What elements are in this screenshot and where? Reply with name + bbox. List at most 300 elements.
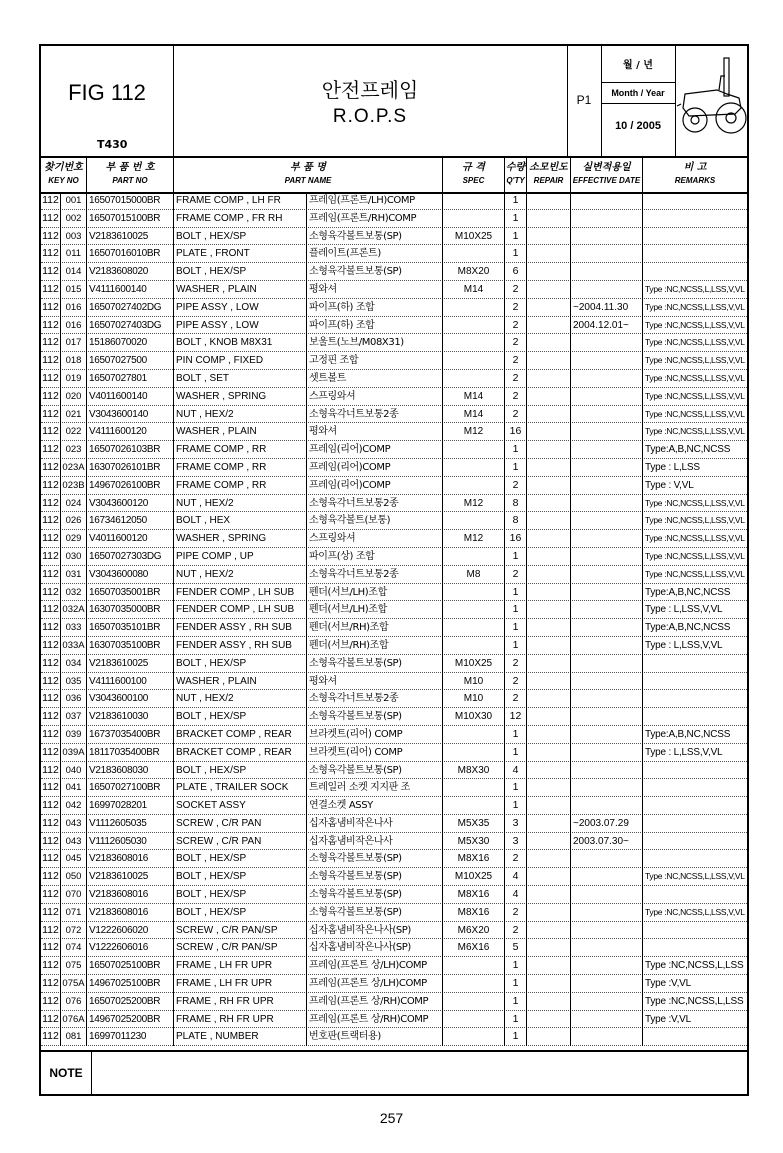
fig-cell: 112: [41, 512, 61, 530]
effective-date-cell: [571, 210, 643, 228]
repair-cell: [527, 797, 571, 815]
key-number-cell: 045: [61, 850, 87, 868]
remarks-cell: Type :V,VL: [645, 978, 691, 990]
col-remarks: [643, 156, 747, 192]
part-name-korean-cell: 소형육각너트보통2종: [307, 690, 443, 708]
spec-cell: M10: [443, 690, 505, 708]
part-number-cell: V4011600120: [87, 530, 174, 548]
part-name-cell: WASHER , PLAIN: [174, 423, 307, 441]
remarks-cell: Type :NC,NCSS,L,LSS,V,VL: [645, 301, 745, 312]
fig-cell: 112: [41, 1028, 61, 1046]
remarks-cell: [643, 886, 747, 904]
remarks-cell: [643, 690, 747, 708]
fig-cell: 112: [41, 477, 61, 495]
repair-cell: [527, 584, 571, 602]
col-spec-en: SPEC: [462, 176, 485, 185]
spec-cell: [443, 334, 505, 352]
spec-cell: [443, 299, 505, 317]
date-label-english: Month / Year: [601, 82, 675, 104]
spec-cell: M10X25: [443, 228, 505, 246]
part-number-cell: 16507025100BR: [87, 957, 174, 975]
part-name-korean-cell: 평와셔: [307, 281, 443, 299]
quantity-cell: 2: [505, 388, 527, 406]
spec-cell: M14: [443, 388, 505, 406]
part-name-korean-cell: 파이프(하) 조합: [307, 317, 443, 335]
repair-cell: [527, 299, 571, 317]
fig-cell: 112: [41, 690, 61, 708]
part-name-korean-cell: 프레임(리어)COMP: [307, 441, 443, 459]
key-number-cell: 042: [61, 797, 87, 815]
fig-cell: 112: [41, 1011, 61, 1029]
col-repair: [527, 156, 571, 192]
quantity-cell: 2: [505, 922, 527, 940]
quantity-cell: 2: [505, 317, 527, 335]
part-name-cell: FRAME COMP , FR RH: [174, 210, 307, 228]
spec-cell: [443, 512, 505, 530]
remarks-cell: [643, 210, 747, 228]
spec-cell: [443, 352, 505, 370]
remarks-cell: Type :NC,NCSS,L,LSS,V,VL: [645, 515, 745, 526]
fig-cell: 112: [41, 726, 61, 744]
effective-date-cell: [571, 726, 643, 744]
key-number-cell: 033A: [61, 637, 87, 655]
part-name-cell: BOLT , HEX/SP: [174, 228, 307, 246]
table-row: [41, 833, 747, 851]
figure-number: FIG 112: [68, 80, 146, 105]
part-name-korean-cell: 고정핀 조합: [307, 352, 443, 370]
effective-date-cell: [571, 584, 643, 602]
table-row: [41, 370, 747, 388]
repair-cell: [527, 370, 571, 388]
quantity-cell: 12: [505, 708, 527, 726]
quantity-cell: 3: [505, 815, 527, 833]
key-number-cell: 081: [61, 1028, 87, 1046]
part-name-cell: WASHER , PLAIN: [174, 673, 307, 691]
fig-cell: 112: [41, 281, 61, 299]
repair-cell: [527, 690, 571, 708]
repair-cell: [527, 495, 571, 513]
effective-date-cell: [571, 637, 643, 655]
effective-date-cell: ~2004.11.30: [571, 299, 643, 317]
effective-date-cell: [571, 245, 643, 263]
remarks-cell: Type :NC,NCSS,L,LSS: [645, 995, 744, 1007]
repair-cell: [527, 922, 571, 940]
spec-cell: [443, 210, 505, 228]
part-name-korean-cell: 보울트(노브/M08X31): [307, 334, 443, 352]
remarks-cell: [643, 655, 747, 673]
part-name-cell: PIPE ASSY , LOW: [174, 299, 307, 317]
part-number-cell: V2183608016: [87, 904, 174, 922]
repair-cell: [527, 317, 571, 335]
parts-table-body: [41, 192, 747, 1046]
fig-cell: 112: [41, 762, 61, 780]
key-number-cell: 026: [61, 512, 87, 530]
spec-cell: M5X35: [443, 815, 505, 833]
fig-cell: 112: [41, 406, 61, 424]
remarks-cell: [643, 708, 747, 726]
quantity-cell: 2: [505, 477, 527, 495]
effective-date-cell: [571, 762, 643, 780]
key-number-cell: 017: [61, 334, 87, 352]
effective-date-cell: [571, 655, 643, 673]
part-name-korean-cell: 파이프(상) 조합: [307, 548, 443, 566]
part-name-cell: BRACKET COMP , REAR: [174, 744, 307, 762]
effective-date-cell: [571, 939, 643, 957]
part-name-korean-cell: 평와셔: [307, 673, 443, 691]
fig-cell: 112: [41, 619, 61, 637]
fig-cell: 112: [41, 334, 61, 352]
key-number-cell: 023A: [61, 459, 87, 477]
effective-date-cell: [571, 548, 643, 566]
part-name-cell: SCREW , C/R PAN/SP: [174, 939, 307, 957]
part-name-cell: BOLT , HEX/SP: [174, 263, 307, 281]
quantity-cell: 2: [505, 566, 527, 584]
spec-cell: [443, 1011, 505, 1029]
quantity-cell: 8: [505, 495, 527, 513]
part-name-cell: BRACKET COMP , REAR: [174, 726, 307, 744]
table-row: [41, 317, 747, 335]
remarks-cell: Type :V,VL: [645, 1013, 691, 1025]
fig-cell: 112: [41, 975, 61, 993]
repair-cell: [527, 228, 571, 246]
repair-cell: [527, 708, 571, 726]
fig-cell: 112: [41, 779, 61, 797]
effective-date-cell: [571, 512, 643, 530]
effective-date-cell: [571, 530, 643, 548]
part-name-korean-cell: 십자홈냄비작은나사(SP): [307, 922, 443, 940]
key-number-cell: 036: [61, 690, 87, 708]
column-header-row: [41, 156, 747, 194]
table-row: [41, 975, 747, 993]
quantity-cell: 1: [505, 228, 527, 246]
date-box: [601, 46, 676, 156]
part-name-korean-cell: 소형육각볼트보통(SP): [307, 904, 443, 922]
part-number-cell: 16507027500: [87, 352, 174, 370]
repair-cell: [527, 192, 571, 210]
table-row: [41, 904, 747, 922]
key-number-cell: 003: [61, 228, 87, 246]
remarks-cell: Type:A,B,NC,NCSS: [645, 444, 731, 456]
part-number-cell: 14967026100BR: [87, 477, 174, 495]
table-row: [41, 281, 747, 299]
part-name-cell: FRAME COMP , RR: [174, 459, 307, 477]
part-name-cell: SCREW , C/R PAN/SP: [174, 922, 307, 940]
effective-date-cell: [571, 334, 643, 352]
quantity-cell: 2: [505, 690, 527, 708]
part-name-cell: FENDER ASSY , RH SUB: [174, 637, 307, 655]
quantity-cell: 1: [505, 1028, 527, 1046]
fig-cell: 112: [41, 637, 61, 655]
fig-cell: 112: [41, 939, 61, 957]
part-number-cell: V2183608016: [87, 850, 174, 868]
table-row: [41, 601, 747, 619]
table-row: [41, 406, 747, 424]
spec-cell: M8: [443, 566, 505, 584]
fig-cell: 112: [41, 993, 61, 1011]
fig-cell: 112: [41, 263, 61, 281]
remarks-cell: Type:A,B,NC,NCSS: [645, 728, 731, 740]
part-name-cell: FRAME COMP , RR: [174, 441, 307, 459]
key-number-cell: 070: [61, 886, 87, 904]
page-label: P1: [576, 93, 592, 107]
quantity-cell: 3: [505, 833, 527, 851]
part-number-cell: 16734612050: [87, 512, 174, 530]
repair-cell: [527, 210, 571, 228]
spec-cell: M12: [443, 495, 505, 513]
quantity-cell: 2: [505, 673, 527, 691]
part-name-cell: FRAME COMP , LH FR: [174, 192, 307, 210]
table-row: [41, 690, 747, 708]
table-row: [41, 334, 747, 352]
table-row: [41, 192, 747, 210]
quantity-cell: 4: [505, 868, 527, 886]
date-label-korean: 월 / 년: [623, 60, 653, 71]
table-row: [41, 708, 747, 726]
part-number-cell: 16307026101BR: [87, 459, 174, 477]
part-name-cell: BOLT , HEX/SP: [174, 655, 307, 673]
part-name-korean-cell: 프레임(프론트 상/RH)COMP: [307, 1011, 443, 1029]
spec-cell: [443, 779, 505, 797]
fig-cell: 112: [41, 245, 61, 263]
remarks-cell: Type :NC,NCSS,L,LSS,V,VL: [645, 319, 745, 330]
remarks-cell: Type :NC,NCSS,L,LSS,V,VL: [645, 283, 745, 294]
col-rem-kr: 비 고: [683, 162, 707, 173]
part-name-cell: FRAME , LH FR UPR: [174, 957, 307, 975]
remarks-cell: [643, 245, 747, 263]
quantity-cell: 1: [505, 779, 527, 797]
spec-cell: M10X30: [443, 708, 505, 726]
part-name-korean-cell: 브라켓트(리어) COMP: [307, 744, 443, 762]
part-name-cell: FRAME , LH FR UPR: [174, 975, 307, 993]
repair-cell: [527, 334, 571, 352]
part-number-cell: V1222606016: [87, 939, 174, 957]
part-name-cell: BOLT , HEX/SP: [174, 886, 307, 904]
part-name-cell: NUT , HEX/2: [174, 566, 307, 584]
part-name-cell: SCREW , C/R PAN: [174, 815, 307, 833]
part-number-cell: 16507027402DG: [87, 299, 174, 317]
remarks-cell: [643, 815, 747, 833]
repair-cell: [527, 1011, 571, 1029]
fig-cell: 112: [41, 601, 61, 619]
key-number-cell: 018: [61, 352, 87, 370]
table-row: [41, 530, 747, 548]
col-qty: [505, 156, 527, 192]
table-row: [41, 584, 747, 602]
effective-date-cell: ~2003.07.29: [571, 815, 643, 833]
repair-cell: [527, 406, 571, 424]
fig-cell: 112: [41, 744, 61, 762]
part-name-korean-cell: 펜더(서브/LH)조합: [307, 584, 443, 602]
remarks-cell: Type :NC,NCSS,L,LSS,V,VL: [645, 390, 745, 401]
spec-cell: [443, 957, 505, 975]
repair-cell: [527, 352, 571, 370]
spec-cell: M5X30: [443, 833, 505, 851]
part-name-korean-cell: 십자홈냄비작은나사: [307, 833, 443, 851]
repair-cell: [527, 263, 571, 281]
key-number-cell: 031: [61, 566, 87, 584]
effective-date-cell: [571, 993, 643, 1011]
quantity-cell: 4: [505, 886, 527, 904]
repair-cell: [527, 512, 571, 530]
col-effective-date: [571, 156, 643, 192]
quantity-cell: 1: [505, 245, 527, 263]
col-qty-en: Q'TY: [506, 176, 525, 185]
part-number-cell: V3043600080: [87, 566, 174, 584]
repair-cell: [527, 388, 571, 406]
effective-date-cell: 2003.07.30~: [571, 833, 643, 851]
effective-date-cell: [571, 406, 643, 424]
table-row: [41, 868, 747, 886]
spec-cell: [443, 245, 505, 263]
spec-cell: M10X25: [443, 655, 505, 673]
remarks-cell: Type :NC,NCSS,L,LSS,V,VL: [645, 408, 745, 419]
quantity-cell: 6: [505, 263, 527, 281]
repair-cell: [527, 530, 571, 548]
key-number-cell: 043: [61, 815, 87, 833]
quantity-cell: 1: [505, 1011, 527, 1029]
key-number-cell: 023: [61, 441, 87, 459]
repair-cell: [527, 281, 571, 299]
spec-cell: [443, 637, 505, 655]
remarks-cell: [643, 850, 747, 868]
key-number-cell: 033: [61, 619, 87, 637]
part-name-korean-cell: 소형육각볼트(보통): [307, 512, 443, 530]
key-number-cell: 016: [61, 317, 87, 335]
effective-date-cell: [571, 797, 643, 815]
table-row: [41, 957, 747, 975]
remarks-cell: [643, 922, 747, 940]
part-name-cell: FRAME COMP , RR: [174, 477, 307, 495]
quantity-cell: 1: [505, 601, 527, 619]
effective-date-cell: [571, 868, 643, 886]
part-number-cell: V1112605030: [87, 833, 174, 851]
part-name-korean-cell: 펜더(서브/LH)조합: [307, 601, 443, 619]
table-row: [41, 352, 747, 370]
key-number-cell: 015: [61, 281, 87, 299]
col-spec-kr: 규 격: [462, 162, 485, 173]
fig-cell: 112: [41, 566, 61, 584]
part-name-cell: NUT , HEX/2: [174, 406, 307, 424]
repair-cell: [527, 726, 571, 744]
table-row: [41, 673, 747, 691]
fig-cell: 112: [41, 815, 61, 833]
part-name-korean-cell: 브라켓트(리어) COMP: [307, 726, 443, 744]
remarks-cell: Type :NC,NCSS,L,LSS,V,VL: [645, 550, 745, 561]
part-name-cell: BOLT , HEX/SP: [174, 762, 307, 780]
part-number-cell: 16507035001BR: [87, 584, 174, 602]
quantity-cell: 2: [505, 904, 527, 922]
illustration-box: [675, 46, 747, 156]
repair-cell: [527, 975, 571, 993]
repair-cell: [527, 868, 571, 886]
spec-cell: M12: [443, 530, 505, 548]
effective-date-cell: [571, 263, 643, 281]
repair-cell: [527, 548, 571, 566]
quantity-cell: 8: [505, 512, 527, 530]
quantity-cell: 2: [505, 406, 527, 424]
spec-cell: [443, 975, 505, 993]
spec-cell: [443, 477, 505, 495]
part-name-cell: BOLT , HEX/SP: [174, 850, 307, 868]
part-number-cell: V3043600120: [87, 495, 174, 513]
effective-date-cell: [571, 566, 643, 584]
repair-cell: [527, 423, 571, 441]
part-name-cell: PIPE COMP , UP: [174, 548, 307, 566]
part-name-korean-cell: 트레일러 소켓 지지판 조: [307, 779, 443, 797]
part-name-cell: FENDER ASSY , RH SUB: [174, 619, 307, 637]
key-number-cell: 002: [61, 210, 87, 228]
key-number-cell: 022: [61, 423, 87, 441]
effective-date-cell: [571, 352, 643, 370]
spec-cell: M8X30: [443, 762, 505, 780]
repair-cell: [527, 993, 571, 1011]
effective-date-cell: [571, 708, 643, 726]
part-name-cell: NUT , HEX/2: [174, 690, 307, 708]
repair-cell: [527, 1028, 571, 1046]
remarks-cell: Type :NC,NCSS,L,LSS: [645, 960, 744, 972]
page-number: 257: [379, 1110, 404, 1126]
spec-cell: [443, 584, 505, 602]
key-number-cell: 076A: [61, 1011, 87, 1029]
spec-cell: [443, 317, 505, 335]
spec-cell: [443, 1028, 505, 1046]
part-name-cell: PLATE , TRAILER SOCK: [174, 779, 307, 797]
table-row: [41, 459, 747, 477]
part-number-cell: V4111600120: [87, 423, 174, 441]
remarks-cell: Type : L,LSS,V,VL: [645, 746, 723, 758]
table-row: [41, 850, 747, 868]
fig-cell: 112: [41, 352, 61, 370]
part-number-cell: 16507027303DG: [87, 548, 174, 566]
table-row: [41, 619, 747, 637]
remarks-cell: Type : L,LSS: [645, 461, 700, 473]
repair-cell: [527, 637, 571, 655]
repair-cell: [527, 245, 571, 263]
spec-cell: M14: [443, 281, 505, 299]
key-number-cell: 029: [61, 530, 87, 548]
remarks-cell: Type : L,LSS,V,VL: [645, 604, 723, 616]
table-row: [41, 655, 747, 673]
fig-cell: 112: [41, 210, 61, 228]
part-number-cell: 16507015000BR: [87, 192, 174, 210]
key-number-cell: 023B: [61, 477, 87, 495]
fig-cell: 112: [41, 459, 61, 477]
fig-cell: 112: [41, 495, 61, 513]
page-box: [567, 46, 602, 156]
remarks-cell: Type :NC,NCSS,L,LSS,V,VL: [645, 906, 745, 917]
effective-date-cell: [571, 922, 643, 940]
quantity-cell: 1: [505, 744, 527, 762]
part-name-korean-cell: 십자홈냄비작은나사(SP): [307, 939, 443, 957]
figure-box: [41, 46, 174, 156]
quantity-cell: 1: [505, 637, 527, 655]
key-number-cell: 071: [61, 904, 87, 922]
part-name-korean-cell: 소형육각너트보통2종: [307, 495, 443, 513]
fig-cell: 112: [41, 850, 61, 868]
part-name-korean-cell: 스프링와셔: [307, 530, 443, 548]
key-number-cell: 076: [61, 993, 87, 1011]
part-number-cell: V3043600100: [87, 690, 174, 708]
part-number-cell: V1112605035: [87, 815, 174, 833]
key-number-cell: 024: [61, 495, 87, 513]
remarks-cell: Type:A,B,NC,NCSS: [645, 622, 731, 634]
fig-cell: 112: [41, 957, 61, 975]
part-name-korean-cell: 십자홈냄비작은나사: [307, 815, 443, 833]
effective-date-cell: [571, 673, 643, 691]
part-name-korean-cell: 소형육각볼트보통(SP): [307, 868, 443, 886]
repair-cell: [527, 601, 571, 619]
col-key-en: KEY NO: [48, 176, 79, 185]
